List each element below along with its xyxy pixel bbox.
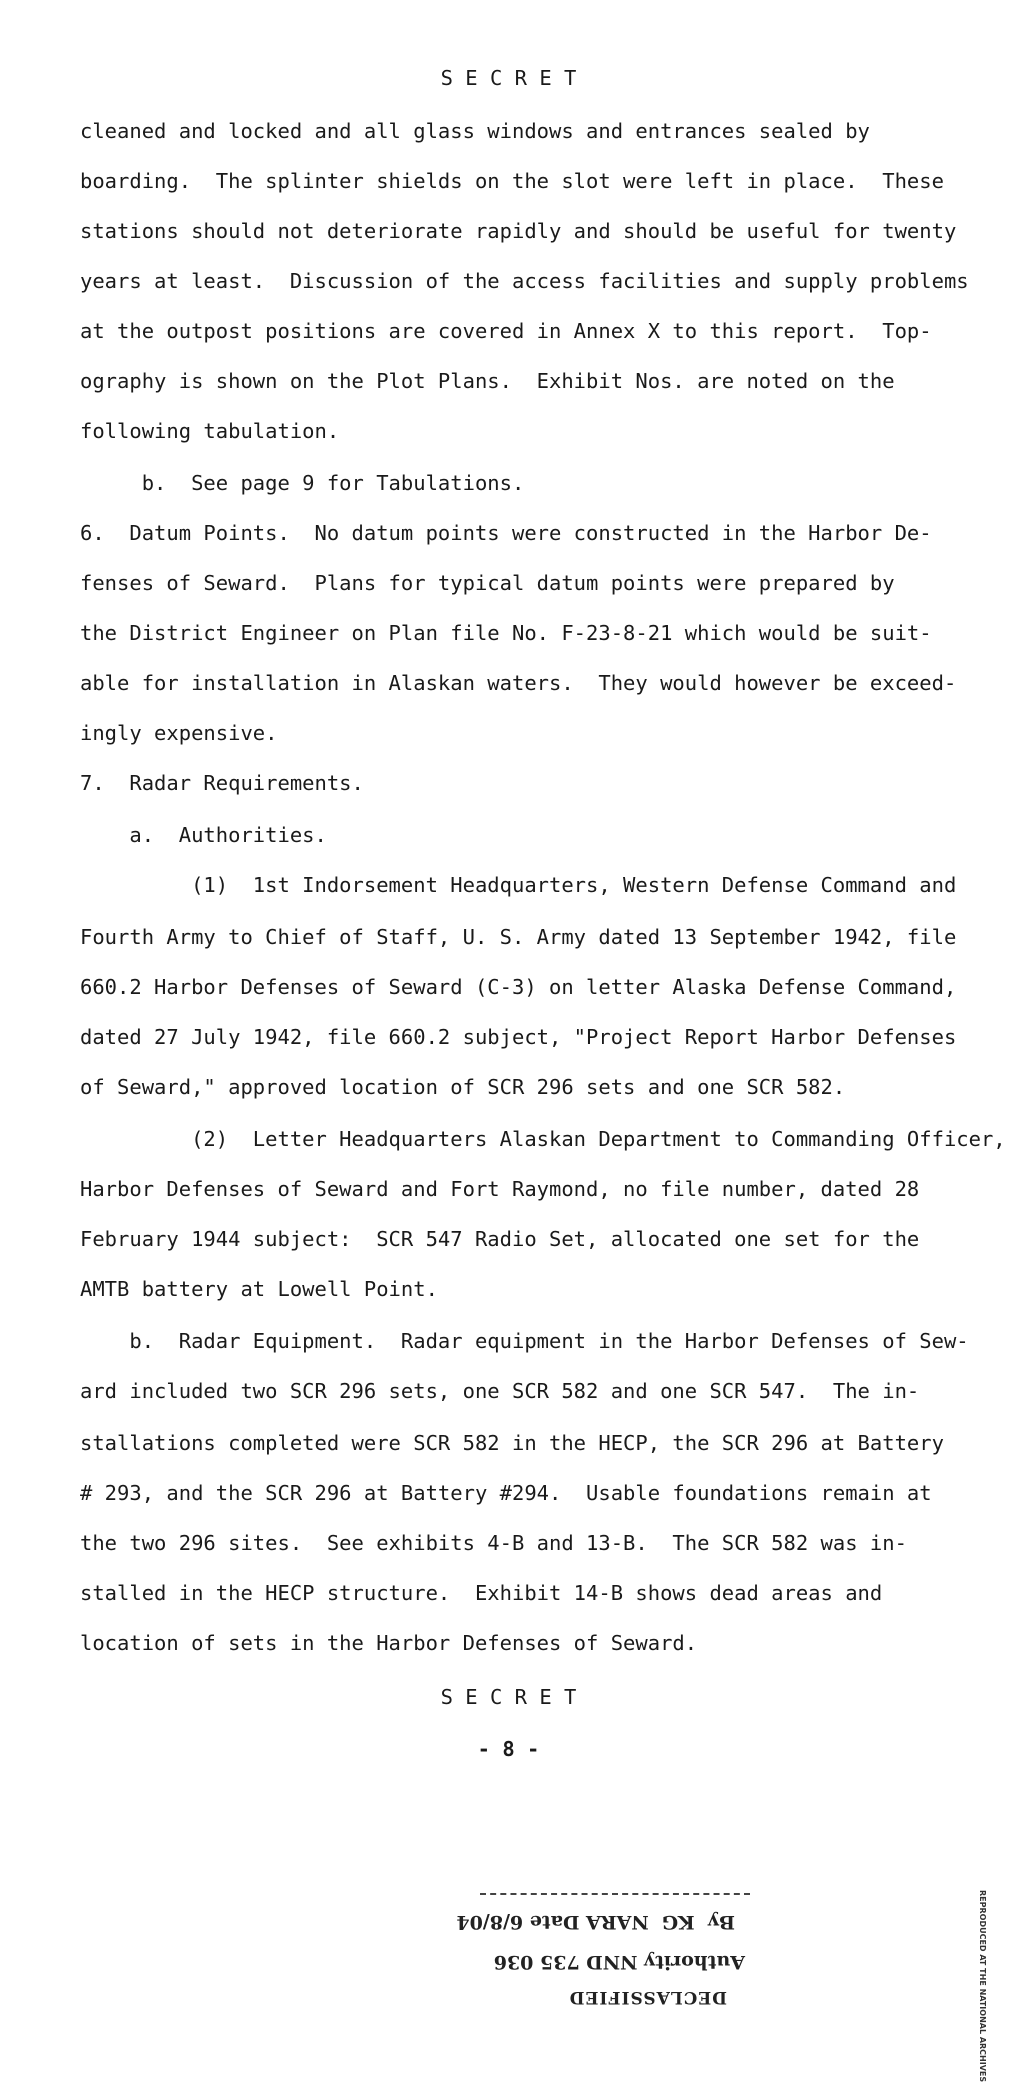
text-line: ography is shown on the Plot Plans. Exhibit Nos. are noted on the	[80, 369, 895, 393]
text-line: 7. Radar Requirements.	[80, 771, 364, 795]
header-classification: S E C R E T	[440, 66, 577, 90]
text-line: 6. Datum Points. No datum points were constructed in the Harbor De-	[80, 521, 932, 545]
text-line: Fourth Army to Chief of Staff, U. S. Army dated 13 September 1942, file	[80, 925, 957, 949]
stamp-authority: Authority NND 735 036	[493, 1951, 745, 1973]
text-line: dated 27 July 1942, file 660.2 subject, "Project Report Harbor Defenses	[80, 1025, 957, 1049]
text-line: stations should not deteriorate rapidly and should be useful for twenty	[80, 219, 957, 243]
text-line: (1) 1st Indorsement Headquarters, Western Defense Command and	[80, 873, 957, 897]
text-line: AMTB battery at Lowell Point.	[80, 1277, 438, 1301]
text-line: boarding. The splinter shields on the slot were left in place. These	[80, 169, 944, 193]
text-line: ingly expensive.	[80, 721, 278, 745]
text-line: stallations completed were SCR 582 in the HECP, the SCR 296 at Battery	[80, 1431, 944, 1455]
text-line: Harbor Defenses of Seward and Fort Raymond, no file number, dated 28	[80, 1177, 920, 1201]
archive-note-text: REPRODUCED AT THE NATIONAL ARCHIVES	[978, 1890, 987, 2082]
text-line: the District Engineer on Plan file No. F-23-8-21 which would be suit-	[80, 621, 932, 645]
archive-edge-note	[975, 1890, 999, 2082]
text-line: fenses of Seward. Plans for typical datum points were prepared by	[80, 571, 895, 595]
page-number: - 8 -	[477, 1737, 540, 1761]
text-line: able for installation in Alaskan waters. They would however be exceed-	[80, 671, 957, 695]
text-line: stalled in the HECP structure. Exhibit 14-B shows dead areas and	[80, 1581, 883, 1605]
text-line: b. Radar Equipment. Radar equipment in the Harbor Defenses of Sew-	[80, 1329, 969, 1353]
text-line: b. See page 9 for Tabulations.	[80, 471, 525, 495]
declassification-stamp	[455, 1885, 755, 2015]
footer-classification: S E C R E T	[440, 1685, 577, 1709]
text-line: of Seward," approved location of SCR 296 sets and one SCR 582.	[80, 1075, 846, 1099]
text-line: years at least. Discussion of the access facilities and supply problems	[80, 269, 969, 293]
text-line: following tabulation.	[80, 419, 340, 443]
text-line: cleaned and locked and all glass windows and entrances sealed by	[80, 119, 870, 143]
text-line: ard included two SCR 296 sets, one SCR 582 and one SCR 547. The in-	[80, 1379, 920, 1403]
stamp-by-date: By KG NARA Date 6/8/04	[456, 1911, 735, 1933]
stamp-rule	[480, 1893, 750, 1895]
text-line: (2) Letter Headquarters Alaskan Department to Commanding Officer,	[80, 1127, 1006, 1151]
stamp-declassified: DECLASSIFIED	[568, 1987, 727, 2007]
text-line: at the outpost positions are covered in Annex X to this report. Top-	[80, 319, 932, 343]
text-line: # 293, and the SCR 296 at Battery #294. Usable foundations remain at	[80, 1481, 932, 1505]
text-line: the two 296 sites. See exhibits 4-B and 13-B. The SCR 582 was in-	[80, 1531, 907, 1555]
text-line: a. Authorities.	[80, 823, 327, 847]
text-line: 660.2 Harbor Defenses of Seward (C-3) on letter Alaska Defense Command,	[80, 975, 957, 999]
text-line: location of sets in the Harbor Defenses of Seward.	[80, 1631, 698, 1655]
text-line: February 1944 subject: SCR 547 Radio Set, allocated one set for the	[80, 1227, 920, 1251]
